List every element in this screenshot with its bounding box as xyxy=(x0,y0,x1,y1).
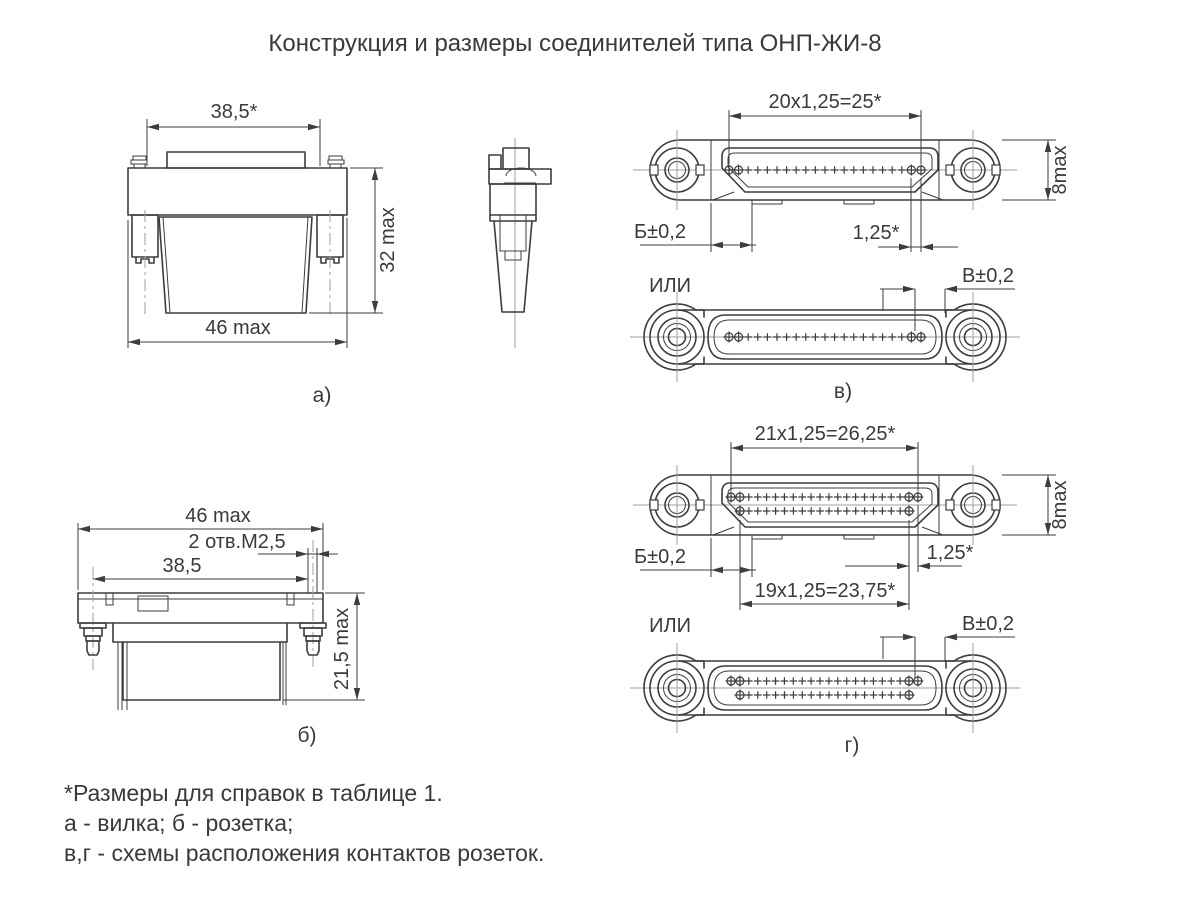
dim-b-width-top: 46 max xyxy=(185,505,251,527)
dim-g-height: 8max xyxy=(1049,480,1071,530)
dim-g-b-offset: Б±0,2 xyxy=(634,546,686,568)
dim-v-pitch-total: 20х1,25=25* xyxy=(768,91,882,113)
contact-row-g2-top xyxy=(726,676,924,687)
dim-b-holes: 2 отв.М2,5 xyxy=(188,531,286,553)
dim-g-v-offset: В±0,2 xyxy=(961,613,1015,635)
footnote-views-ab: а - вилка; б - розетка; xyxy=(64,810,294,836)
contact-row-g1-bottom xyxy=(735,506,915,517)
view-g-label: г) xyxy=(844,734,860,757)
view-v-or-label: ИЛИ xyxy=(649,275,691,297)
dim-v-v-offset: В±0,2 xyxy=(961,265,1015,287)
view-side-drawing xyxy=(489,138,551,348)
dim-g-pitch-total-top: 21х1,25=26,25* xyxy=(754,423,896,445)
view-b-label: б) xyxy=(297,724,317,747)
dim-a-width-top: 38,5* xyxy=(210,101,258,123)
dim-v-pitch: 1,25* xyxy=(852,222,900,244)
view-a-drawing xyxy=(128,101,399,407)
view-v-drawing xyxy=(630,91,1071,403)
view-g-drawing xyxy=(630,423,1071,757)
dim-a-width-bottom: 46 max xyxy=(205,317,271,339)
dim-g-pitch: 1,25* xyxy=(926,542,974,564)
footnote-reference: *Размеры для справок в таблице 1. xyxy=(64,780,443,806)
footnotes xyxy=(64,778,544,868)
dim-g-pitch-total-bottom: 19х1,25=23,75* xyxy=(754,580,896,602)
view-b-drawing xyxy=(78,505,365,747)
dim-b-height: 21,5 max xyxy=(331,607,353,691)
contact-row-g1-top xyxy=(726,492,924,503)
page-title: Конструкция и размеры соединителей типа ОНП-ЖИ-8 xyxy=(268,30,882,57)
view-v-label: в) xyxy=(833,380,853,403)
dim-v-height: 8max xyxy=(1049,145,1071,195)
dim-v-b-offset: Б±0,2 xyxy=(634,221,686,243)
dim-b-width-inner: 38,5 xyxy=(162,555,202,577)
contact-row-g2-bottom xyxy=(735,690,915,701)
footnote-views-vg: в,г - схемы расположения контактов розеток. xyxy=(64,840,545,866)
dim-a-height: 32 max xyxy=(377,207,399,273)
view-a-label: а) xyxy=(312,384,332,407)
view-g-or-label: ИЛИ xyxy=(649,615,691,637)
